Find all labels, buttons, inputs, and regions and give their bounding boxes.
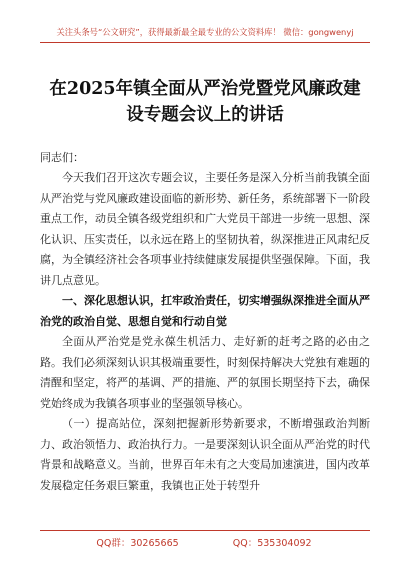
- intro-paragraph: 今天我们召开这次专题会议，主要任务是深入分析当前我镇全面从严治党与党风廉政建设面临的新形势、新任务，系统部署下一阶段重点工作，动员全镇各级党组织和广大党员干部进一步统一思想、深化认识、压实责任，以永远在路上的坚韧执着，纵深推进正风肃纪反腐，为全镇经济社会各项事业持续健康发展提供坚强保障。下面，我讲几点意见。: [40, 171, 370, 287]
- body-text: [40, 168, 370, 496]
- section-heading-1: 一、深化思想认识，扛牢政治责任，切实增强纵深推进全面从严治党的政治自觉、思想自觉和行动自觉: [40, 294, 370, 328]
- title-line-2: 设专题会议上的讲话: [126, 105, 284, 125]
- section-1-paragraph: 全面从严治党是党永葆生机活力、走好新的赶考之路的必由之路。我们必须深刻认识其极端重要性，时刻保持解决大党独有难题的清醒和坚定，将严的基调、严的措施、严的氛围长期坚持下去，确保党始终成为我镇各项事业的坚强领导核心。: [40, 335, 370, 410]
- greeting: 同志们：: [40, 151, 84, 164]
- footer-qq: QQ：535304092: [232, 538, 312, 549]
- subsection-1-paragraph: （一）提高站位，深刻把握新形势新要求，不断增强政治判断力、政治领悟力、政治执行力。一是要深刻认识全面从严治党的时代背景和战略意义。当前，世界百年未有之大变局加速演进，国内改革发展稳定任务艰巨繁重，我镇也正处于转型升: [40, 417, 370, 492]
- header-banner: 关注头条号“公文研究”，获得最新最全最专业的公文资料库！ 微信：gongwenyj: [56, 27, 354, 37]
- footer-divider: [40, 530, 370, 531]
- header-divider: [40, 42, 370, 43]
- document-title: [40, 76, 370, 128]
- footer: [0, 535, 408, 549]
- footer-qq-group: QQ群：30265665: [96, 538, 179, 549]
- title-line-1: 在2025年镇全面从严治党暨党风廉政建: [49, 79, 361, 99]
